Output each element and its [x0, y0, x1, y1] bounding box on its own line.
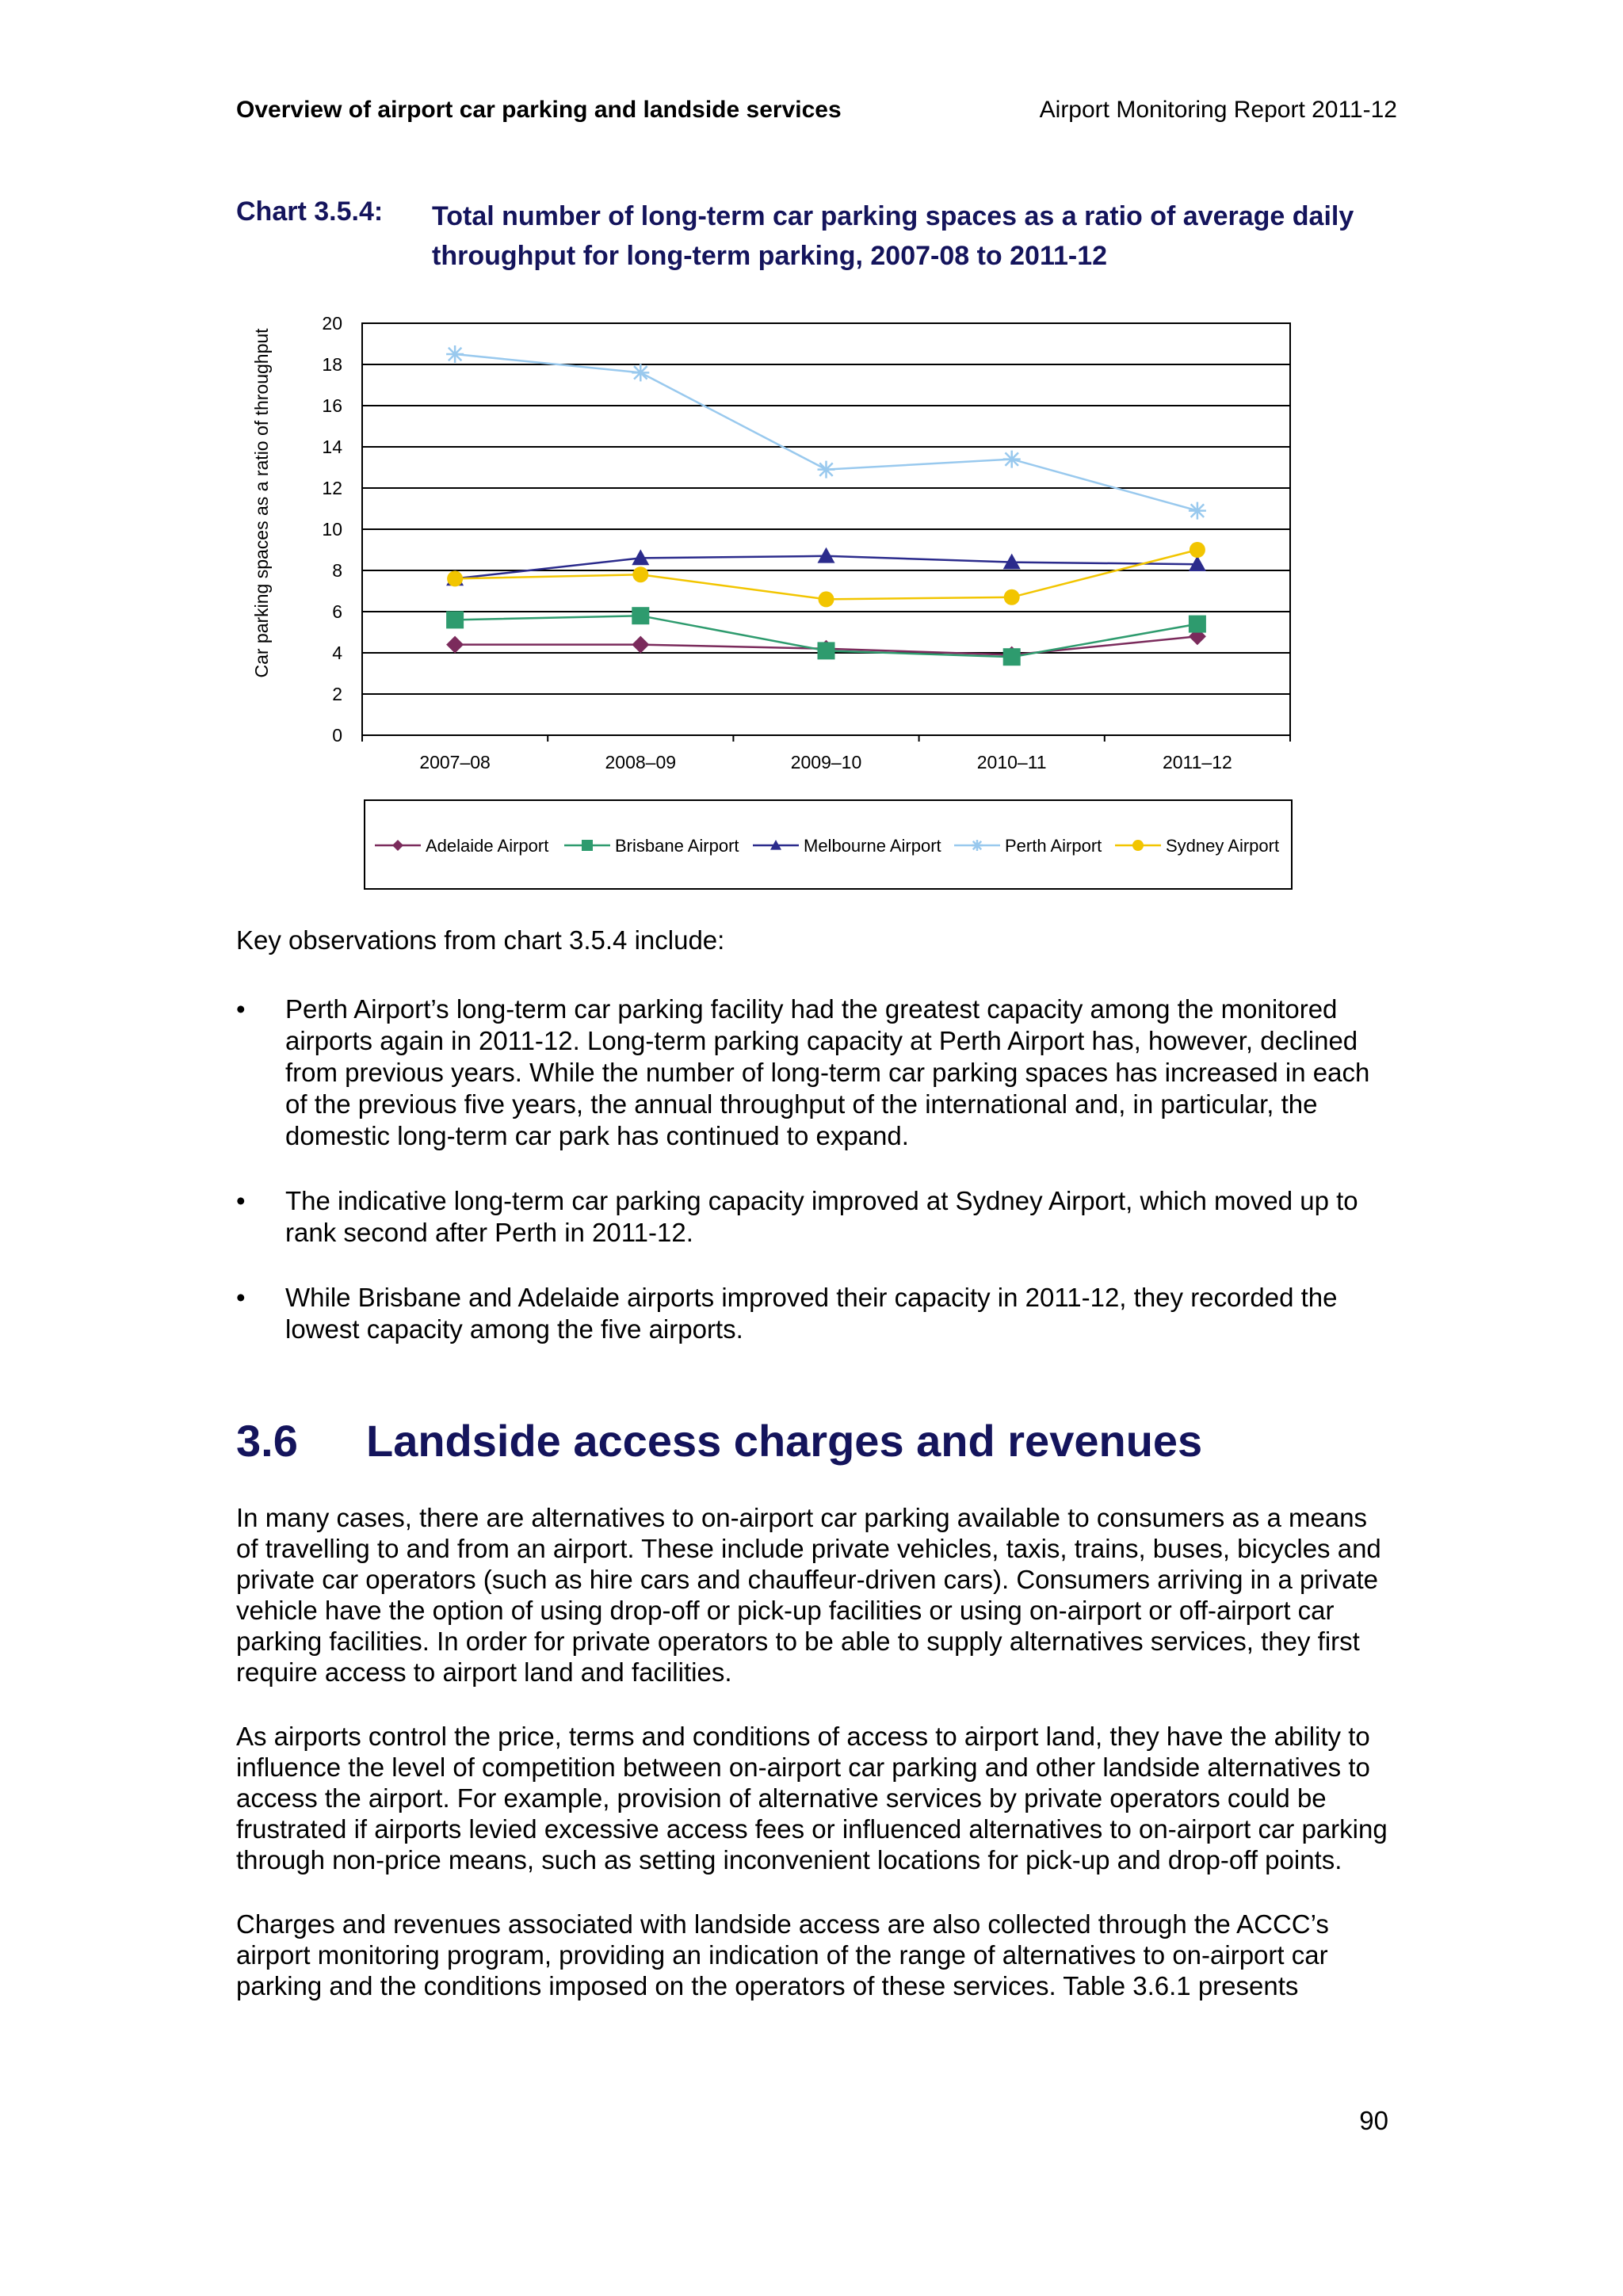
line-chart: [230, 305, 1323, 891]
chart-label: Chart 3.5.4:: [236, 196, 384, 227]
y-axis-label: Car parking spaces as a ratio of throughput: [251, 328, 272, 678]
paragraph: Charges and revenues associated with landside access are also collected through the ACCC’s airport monitoring program, providing an indication of the range of alternatives to on-airport car parking and the conditions imposed on the operators of these services. Table 3.6.1 presents: [236, 1909, 1329, 2000]
x-tick-label: 2008–09: [605, 752, 677, 772]
list-item: [236, 1185, 1393, 1249]
circle-marker: [819, 591, 834, 607]
square-marker: [1003, 648, 1021, 666]
paragraph: In many cases, there are alternatives to on-airport car parking available to consumers as a means of travelling to and from an airport. These include private vehicles, taxis, trains, buses, bicycles and private car operators (such as hire cars and chauffeur-driven cars). Consumers arriving in a private vehicle have the option of using drop-off or pick-up facilities or using on-airport or off-airport car parking facilities. In order for private operators to be able to supply alternatives services, they first require access to airport land and facilities.: [236, 1503, 1381, 1687]
y-tick-label: 6: [332, 601, 342, 622]
star-marker: [972, 840, 983, 851]
star-marker: [1003, 451, 1021, 468]
y-tick-label: 20: [322, 313, 342, 334]
section-body: [236, 1502, 1393, 2035]
y-tick-label: 14: [322, 437, 342, 457]
observations-intro: Key observations from chart 3.5.4 include:: [236, 925, 725, 955]
legend-label: Sydney Airport: [1166, 836, 1280, 856]
circle-marker: [1190, 542, 1205, 558]
x-tick-label: 2009–10: [790, 752, 862, 772]
observations-list: [236, 994, 1393, 1379]
page-number: 90: [1359, 2106, 1388, 2135]
square-marker: [632, 607, 649, 624]
star-marker: [446, 345, 464, 363]
x-tick-label: 2007–08: [419, 752, 491, 772]
bullet-icon: •: [236, 994, 246, 1024]
circle-marker: [447, 570, 463, 586]
y-tick-label: 12: [322, 478, 342, 498]
y-tick-label: 4: [332, 643, 342, 663]
square-marker: [818, 642, 835, 659]
star-marker: [1189, 502, 1206, 520]
square-marker: [446, 611, 464, 628]
y-tick-label: 16: [322, 395, 342, 416]
y-tick-label: 18: [322, 354, 342, 375]
bullet-icon: •: [236, 1186, 246, 1215]
circle-marker: [1004, 589, 1020, 605]
running-header-report: Airport Monitoring Report 2011-12: [1039, 97, 1397, 123]
paragraph: As airports control the price, terms and conditions of access to airport land, they have the ability to influence the level of competition between on-airport car parking and other landside alternatives to access the airport. For example, provision of alternative services by private operators could be frustrated if airports levied excessive access fees or influenced alternatives to on-airport car parking through non-price means, such as setting inconvenient locations for pick-up and drop-off points.: [236, 1722, 1388, 1875]
x-tick-label: 2010–11: [976, 752, 1047, 772]
chart-title: Total number of long-term car parking spaces as a ratio of average daily throughput for long-term parking, 2007-08 to 2011-12: [432, 201, 1354, 271]
section-number: 3.6: [236, 1416, 298, 1466]
legend-label: Adelaide Airport: [426, 836, 549, 856]
circle-marker: [632, 566, 648, 582]
square-marker: [1189, 616, 1206, 633]
y-tick-label: 2: [332, 684, 342, 704]
y-tick-label: 8: [332, 560, 342, 581]
star-marker: [818, 461, 835, 479]
x-tick-label: 2011–12: [1162, 752, 1232, 772]
legend-label: Perth Airport: [1005, 836, 1102, 856]
list-item-text: While Brisbane and Adelaide airports improved their capacity in 2011-12, they recorded the lowest capacity among the five airports.: [285, 1283, 1338, 1344]
running-header-section: Overview of airport car parking and landside services: [236, 97, 842, 123]
list-item: [236, 994, 1393, 1152]
list-item: [236, 1282, 1393, 1345]
y-tick-label: 10: [322, 519, 342, 540]
legend-label: Brisbane Airport: [615, 836, 739, 856]
star-marker: [632, 364, 649, 381]
y-tick-label: 0: [332, 725, 342, 746]
bullet-icon: •: [236, 1283, 246, 1312]
circle-marker: [1132, 840, 1144, 851]
square-marker: [582, 840, 593, 851]
list-item-text: Perth Airport’s long-term car parking facility had the greatest capacity among the monitored airports again in 2011-12. Long-term parking capacity at Perth Airport has, however, declined from previous years. While the number of long-term car parking spaces has increased in each of the previous five years, the annual throughput of the international and, in particular, the domestic long-term car park has continued to expand.: [285, 994, 1370, 1150]
plot-area: [322, 313, 1290, 772]
list-item-text: The indicative long-term car parking capacity improved at Sydney Airport, which moved up to rank second after Perth in 2011-12.: [285, 1186, 1358, 1247]
section-title: Landside access charges and revenues: [366, 1416, 1203, 1466]
legend-label: Melbourne Airport: [804, 836, 941, 856]
